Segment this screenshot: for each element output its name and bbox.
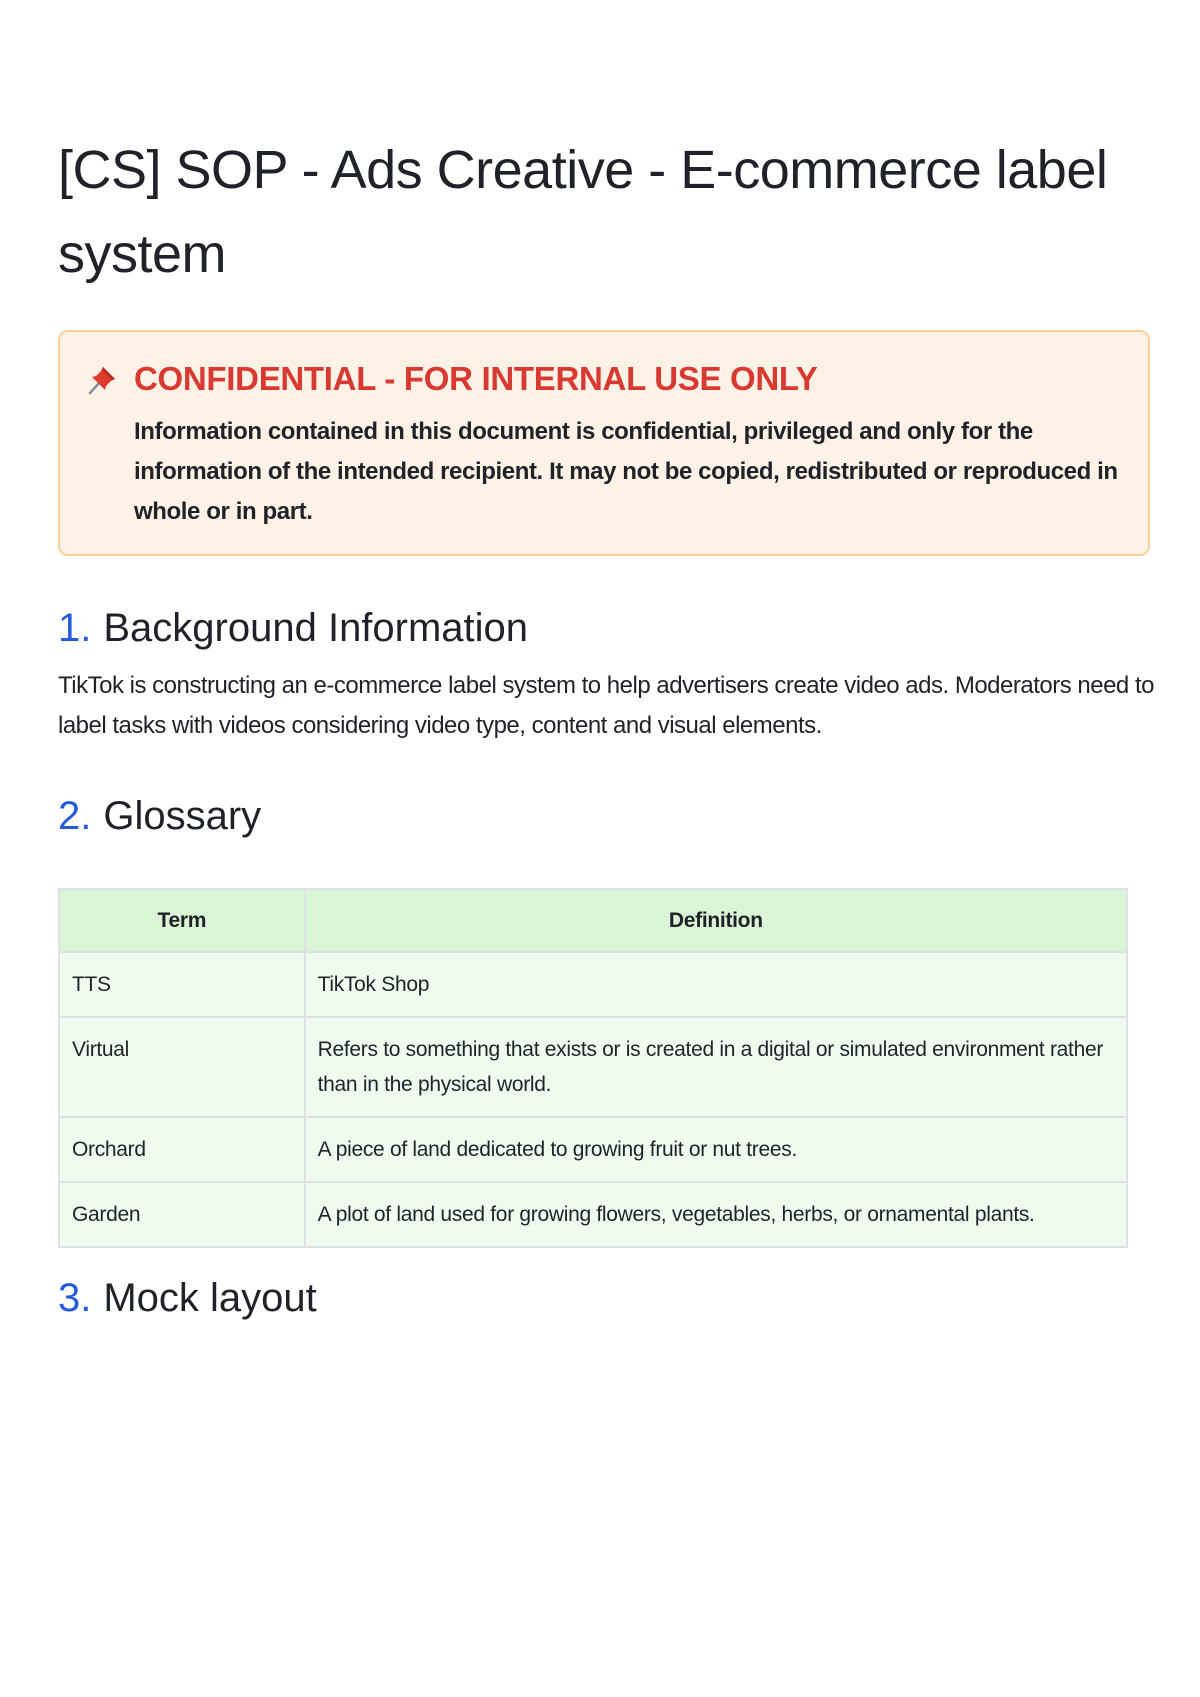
- callout-title: CONFIDENTIAL - FOR INTERNAL USE ONLY: [134, 360, 818, 397]
- section-number: 1.: [58, 606, 92, 650]
- section-number: 3.: [58, 1276, 92, 1320]
- confidential-callout: [58, 330, 1150, 556]
- section-title: Mock layout: [103, 1276, 317, 1320]
- section-heading-mock-layout: [58, 1272, 317, 1324]
- table-row: [59, 952, 1127, 1017]
- glossary-table: [58, 888, 1128, 1248]
- term-cell: TTS: [59, 952, 305, 1017]
- definition-cell: A plot of land used for growing flowers, vegetables, herbs, or ornamental plants.: [305, 1182, 1127, 1247]
- pushpin-icon: [86, 362, 120, 396]
- callout-body: Information contained in this document is confidential, privileged and only for the information of the intended recipient. It may not be copied, redistributed or reproduced in whole or in part.: [134, 418, 1118, 525]
- term-cell: Orchard: [59, 1117, 305, 1182]
- section-heading-glossary: [58, 790, 261, 842]
- background-paragraph: TikTok is constructing an e-commerce label system to help advertisers create video ads. Moderators need to label tasks with videos considering video type, content and visual elements.: [58, 672, 1154, 739]
- section-number: 2.: [58, 794, 92, 838]
- column-header-term: Term: [59, 889, 305, 952]
- definition-cell: A piece of land dedicated to growing fruit or nut trees.: [305, 1117, 1127, 1182]
- definition-cell: TikTok Shop: [305, 952, 1127, 1017]
- table-row: [59, 1182, 1127, 1247]
- column-header-definition: Definition: [305, 889, 1127, 952]
- section-title: Glossary: [103, 794, 262, 838]
- table-header-row: [59, 889, 1127, 952]
- section-heading-background: [58, 602, 528, 654]
- table-row: [59, 1017, 1127, 1117]
- section-title: Background Information: [103, 606, 529, 650]
- term-cell: Garden: [59, 1182, 305, 1247]
- table-row: [59, 1117, 1127, 1182]
- definition-cell: Refers to something that exists or is created in a digital or simulated environment rather than in the physical world.: [305, 1017, 1127, 1117]
- term-cell: Virtual: [59, 1017, 305, 1117]
- document-title: [CS] SOP - Ads Creative - E-commerce label system: [58, 140, 1108, 284]
